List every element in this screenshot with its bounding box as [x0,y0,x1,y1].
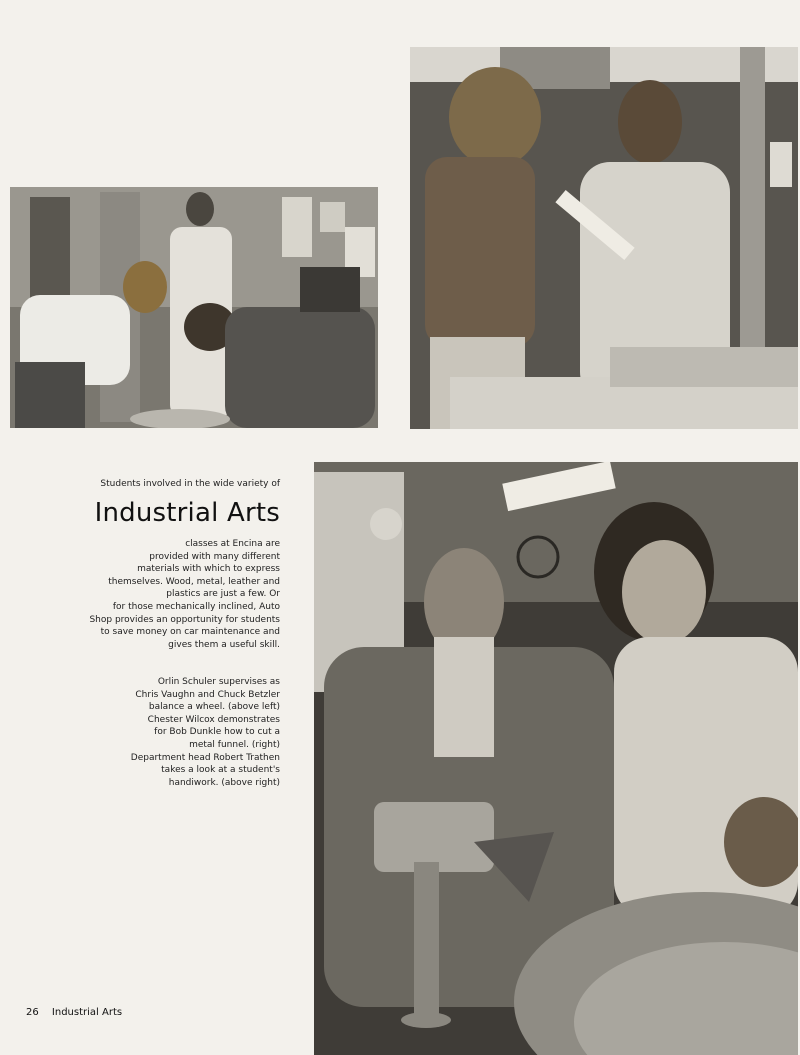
caption-line: takes a look at a student's [161,765,280,776]
page-footer [26,1007,122,1018]
section-name: Industrial Arts [51,1007,123,1018]
body-line: materials with which to express [137,564,280,575]
body-line: plastics are just a few. Or [166,589,280,600]
body-line: provided with many different [149,551,280,562]
caption-line: balance a wheel. (above left) [148,702,280,713]
caption-line: handiwork. (above right) [168,777,280,788]
caption-line: Chris Vaughn and Chuck Betzler [135,689,280,700]
photo-metal-shop-funnel [314,462,798,1055]
body-line: themselves. Wood, metal, leather and [108,576,280,587]
photo-caption [80,676,280,789]
intro-line: Students involved in the wide variety of [100,479,280,489]
photo-woodshop-review [410,47,798,429]
caption-line: for Bob Dunkle how to cut a [154,727,280,738]
caption-line: metal funnel. (right) [189,739,280,750]
page-number: 26 [26,1007,39,1018]
body-paragraph [80,538,280,651]
page-title: Industrial Arts [94,498,280,528]
body-line: classes at Encina are [185,539,280,549]
caption-line: Orlin Schuler supervises as [157,677,280,687]
photo-auto-shop-wheel [10,187,378,428]
caption-line: Department head Robert Trathen [130,752,280,763]
body-line: to save money on car maintenance and [100,627,280,638]
body-line: for those mechanically inclined, Auto [112,601,280,612]
body-line: Shop provides an opportunity for students [89,614,280,625]
caption-line: Chester Wilcox demonstrates [147,714,280,725]
body-line: gives them a useful skill. [168,639,280,650]
